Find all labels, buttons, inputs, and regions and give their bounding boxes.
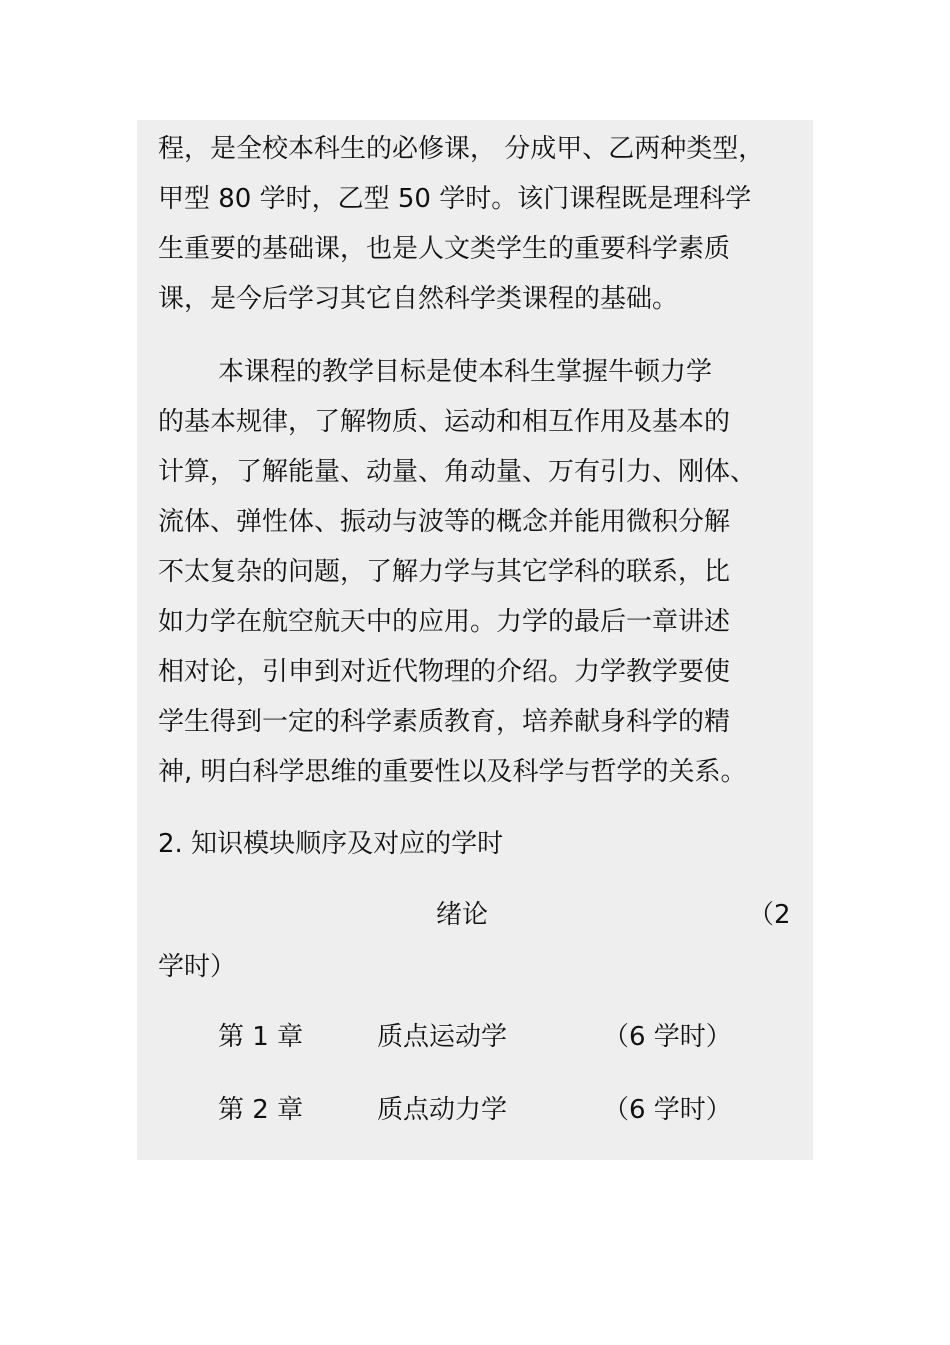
text-line: 流体、弹性体、振动与波等的概念并能用微积分解 [158, 507, 731, 537]
text-line: 的基本规律，了解物质、运动和相互作用及基本的 [158, 407, 731, 437]
text-line: 不太复杂的问题，了解力学与其它学科的联系，比 [158, 557, 731, 587]
text-line: 本课程的教学目标是使本科生掌握牛顿力学 [218, 357, 713, 387]
chapter-hours: （6 学时） [603, 1095, 732, 1125]
chapter-title: 质点动力学 [377, 1095, 508, 1125]
content-panel [137, 120, 813, 1160]
chapter-title: 质点运动学 [377, 1022, 508, 1052]
text-line: 甲型 80 学时，乙型 50 学时。该门课程既是理科学 [158, 184, 752, 214]
intro-hours-start: （2 [748, 900, 791, 930]
text-line: 生重要的基础课，也是人文类学生的重要科学素质 [158, 234, 731, 264]
text-line: 学生得到一定的科学素质教育，培养献身科学的精 [158, 707, 731, 737]
text-line: 程，是全校本科生的必修课， 分成甲、乙两种类型， [158, 134, 765, 164]
intro-title: 绪论 [436, 900, 489, 930]
text-line: 如力学在航空航天中的应用。力学的最后一章讲述 [158, 607, 731, 637]
text-line: 计算，了解能量、动量、角动量、万有引力、刚体、 [158, 457, 757, 487]
text-line: 神, 明白科学思维的重要性以及科学与哲学的关系。 [158, 757, 747, 787]
chapter-number: 第 1 章 [218, 1022, 304, 1052]
text-line: 课，是今后学习其它自然科学类课程的基础。 [158, 284, 679, 314]
intro-hours-end: 学时） [158, 952, 237, 982]
text-line: 相对论，引申到对近代物理的介绍。力学教学要使 [158, 657, 731, 687]
chapter-hours: （6 学时） [603, 1022, 732, 1052]
section-heading: 2. 知识模块顺序及对应的学时 [158, 829, 504, 859]
chapter-number: 第 2 章 [218, 1095, 304, 1125]
